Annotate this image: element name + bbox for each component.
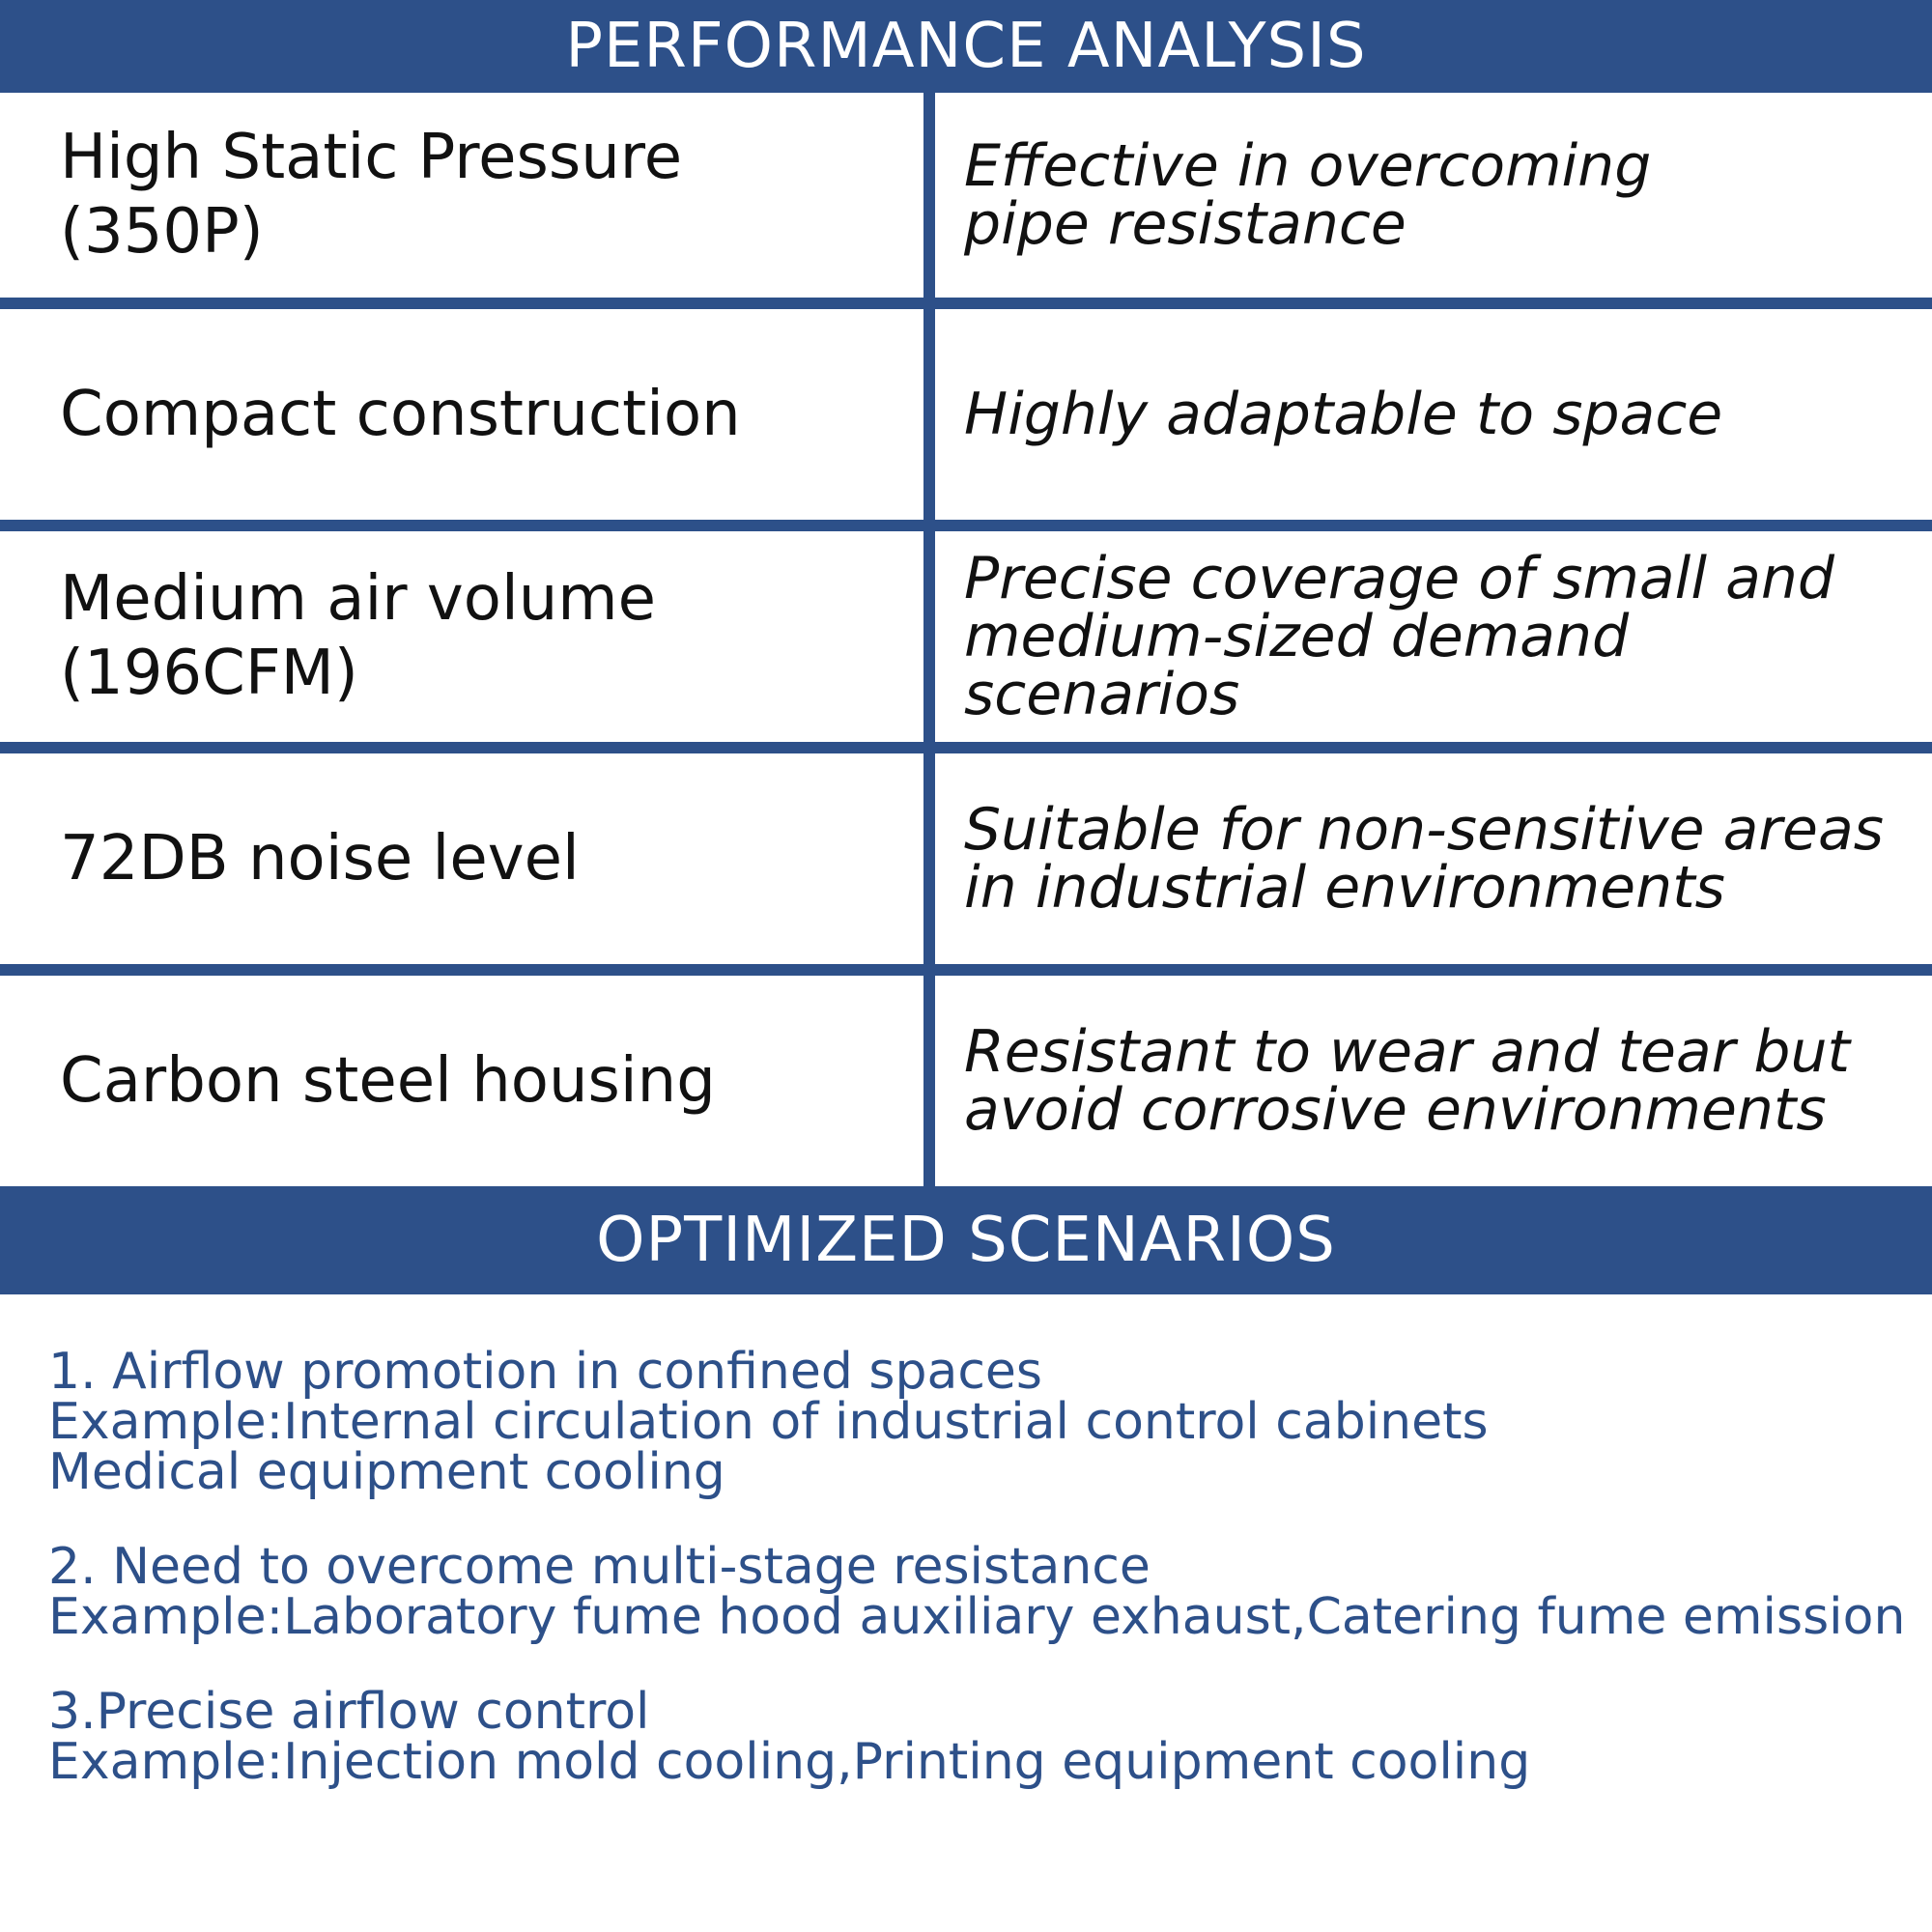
benefit-line: Suitable for non-sensitive areas bbox=[964, 796, 1885, 864]
table-row-divider bbox=[0, 964, 1932, 976]
scenario-item bbox=[48, 1538, 1913, 1646]
scenarios-list bbox=[48, 1343, 1913, 1832]
benefit-cell-compact bbox=[964, 309, 1920, 520]
optimized-scenarios-header bbox=[0, 1186, 1932, 1294]
scenario-line: Example:Internal circulation of industrial control cabinets bbox=[48, 1393, 1489, 1451]
feature-line: Carbon steel housing bbox=[60, 1044, 716, 1117]
optimized-scenarios-title: OPTIMIZED SCENARIOS bbox=[596, 1205, 1336, 1276]
benefit-line: in industrial environments bbox=[964, 854, 1725, 922]
benefit-cell-housing bbox=[964, 976, 1920, 1186]
table-row-divider bbox=[0, 520, 1932, 531]
scenario-line: 3.Precise airflow control bbox=[48, 1683, 650, 1741]
scenario-item bbox=[48, 1683, 1913, 1791]
scenario-line: Example:Laboratory fume hood auxiliary exhaust,Catering fume emission bbox=[48, 1588, 1906, 1646]
benefit-line: Highly adaptable to space bbox=[964, 381, 1723, 448]
benefit-line: Resistant to wear and tear but bbox=[964, 1018, 1851, 1086]
table-row-divider bbox=[0, 742, 1932, 753]
feature-line: (350P) bbox=[60, 196, 264, 268]
benefit-line: Effective in overcoming bbox=[964, 132, 1652, 200]
feature-line: 72DB noise level bbox=[60, 822, 580, 895]
benefit-cell-air-volume bbox=[964, 531, 1920, 742]
performance-analysis-header bbox=[0, 0, 1932, 93]
feature-line: Medium air volume bbox=[60, 563, 656, 636]
feature-cell-air-volume bbox=[60, 531, 910, 742]
feature-cell-compact bbox=[60, 309, 910, 520]
scenario-line: Medical equipment cooling bbox=[48, 1443, 725, 1501]
feature-cell-static-pressure bbox=[60, 93, 910, 298]
scenario-line: Example:Injection mold cooling,Printing equipment cooling bbox=[48, 1733, 1531, 1791]
performance-analysis-title: PERFORMANCE ANALYSIS bbox=[565, 11, 1367, 82]
feature-line: High Static Pressure bbox=[60, 122, 683, 194]
benefit-cell-static-pressure bbox=[964, 93, 1920, 298]
benefit-line: medium-sized demand scenarios bbox=[964, 603, 1630, 728]
scenario-line: 2. Need to overcome multi-stage resistance bbox=[48, 1538, 1151, 1596]
table-row-divider bbox=[0, 298, 1932, 309]
performance-table bbox=[0, 93, 1932, 1186]
scenario-line: 1. Airflow promotion in confined spaces bbox=[48, 1343, 1043, 1401]
benefit-cell-noise bbox=[964, 753, 1920, 964]
scenario-item bbox=[48, 1343, 1913, 1501]
table-column-divider bbox=[923, 93, 935, 1186]
benefit-line: avoid corrosive environments bbox=[964, 1076, 1827, 1144]
feature-line: (196CFM) bbox=[60, 638, 358, 709]
feature-cell-noise bbox=[60, 753, 910, 964]
feature-line: Compact construction bbox=[60, 378, 741, 450]
benefit-line: Precise coverage of small and bbox=[964, 545, 1834, 612]
feature-cell-housing bbox=[60, 976, 910, 1186]
benefit-line: pipe resistance bbox=[964, 190, 1406, 258]
